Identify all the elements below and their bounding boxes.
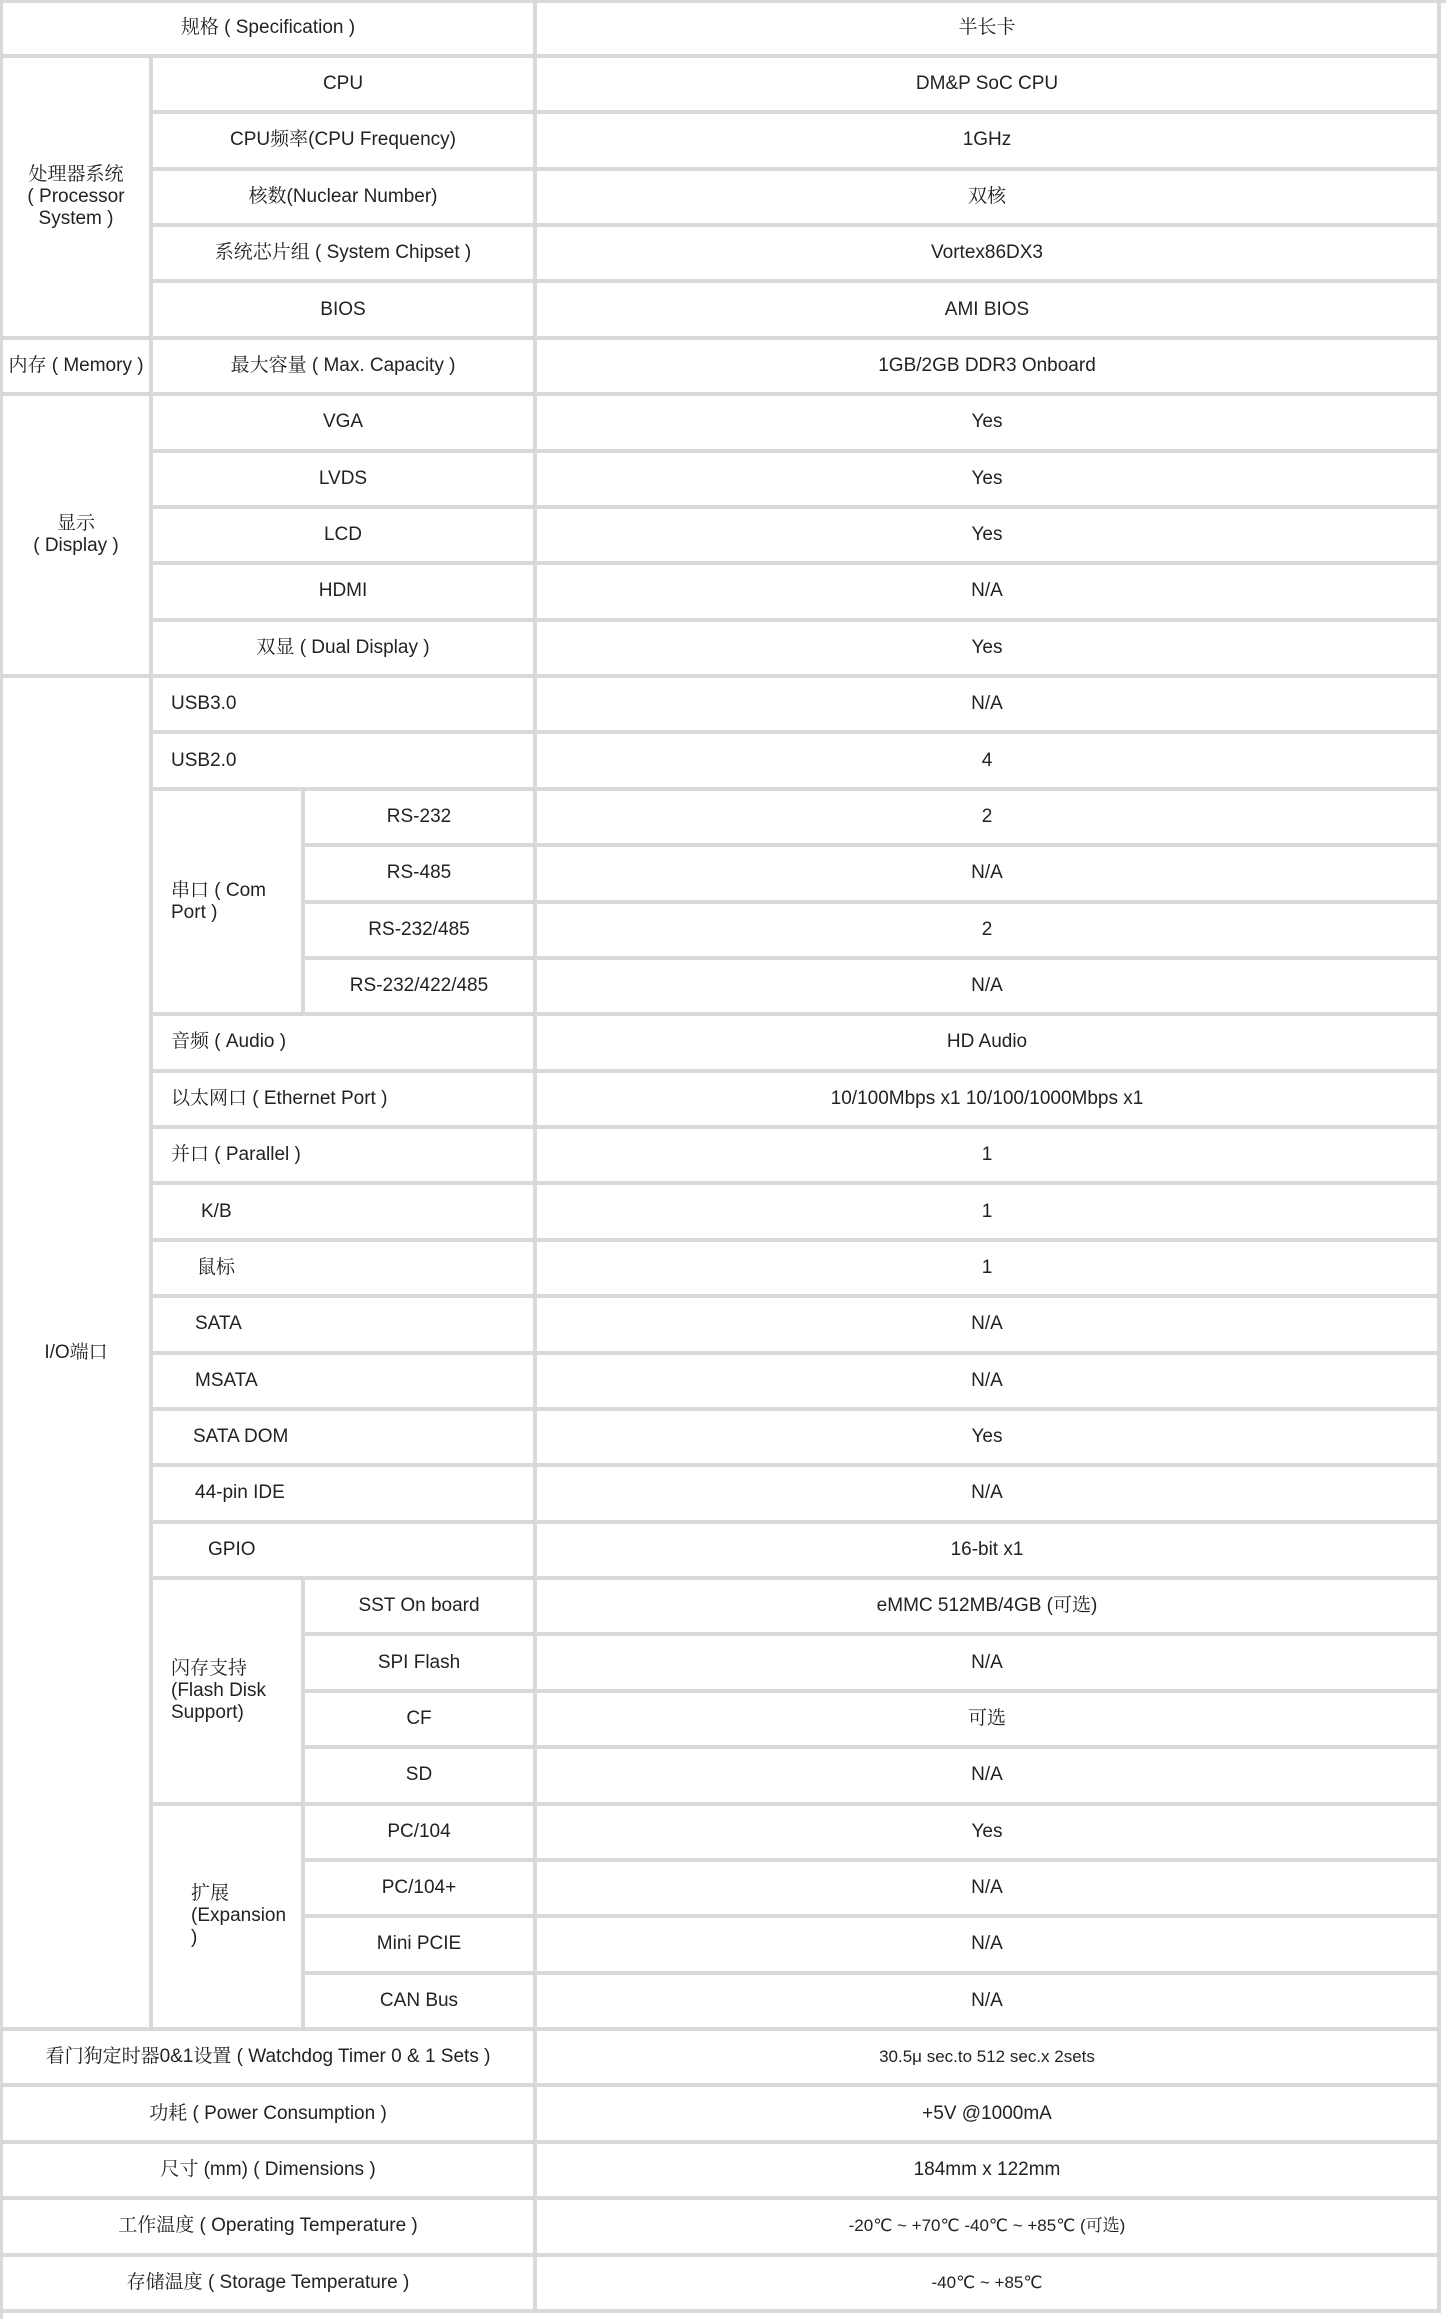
ethernet-value: 10/100Mbps x1 10/100/1000Mbps x1 <box>537 1073 1441 1129</box>
mini-pcie-value: N/A <box>537 1918 1441 1974</box>
expansion-group-cn: 扩展 <box>191 1883 230 1905</box>
sata-dom-value: Yes <box>537 1411 1441 1467</box>
lcd-value: Yes <box>537 509 1441 565</box>
storage-temp-label: 存储温度 ( Storage Temperature ) <box>3 2257 537 2313</box>
table-row <box>3 283 1441 339</box>
table-row <box>3 565 1441 621</box>
table-row <box>3 171 1441 227</box>
io-group-label: I/O端口 <box>3 678 153 2031</box>
sd-label: SD <box>305 1749 537 1805</box>
max-capacity-value: 1GB/2GB DDR3 Onboard <box>537 340 1441 396</box>
storage-temp-value: -40℃ ~ +85℃ <box>537 2257 1441 2313</box>
rs485-value: N/A <box>537 847 1441 903</box>
core-count-label: 核数(Nuclear Number) <box>153 171 537 227</box>
table-row <box>3 1242 1441 1298</box>
core-count-value: 双核 <box>537 171 1441 227</box>
watchdog-label: 看门狗定时器0&1设置 ( Watchdog Timer 0 & 1 Sets ) <box>3 2031 537 2087</box>
cf-label: CF <box>305 1693 537 1749</box>
watchdog-value: 30.5μ sec.to 512 sec.x 2sets <box>537 2031 1441 2087</box>
spec-value: 半长卡 <box>537 3 1441 58</box>
processor-group-en2: System ) <box>38 207 114 229</box>
flash-group-label <box>153 1580 305 1806</box>
table-row <box>3 114 1441 170</box>
cpu-value: DM&P SoC CPU <box>537 58 1441 114</box>
mouse-value: 1 <box>537 1242 1441 1298</box>
flash-group-en: (Flash Disk Support) <box>171 1679 267 1723</box>
table-row <box>3 2087 1441 2143</box>
kb-label: K/B <box>153 1185 537 1241</box>
table-row <box>3 1355 1441 1411</box>
table-row <box>3 2144 1441 2200</box>
table-row <box>3 1129 1441 1185</box>
rs232-value: 2 <box>537 791 1441 847</box>
vga-label: VGA <box>153 396 537 452</box>
table-row <box>3 453 1441 509</box>
rs232-485-label: RS-232/485 <box>305 904 537 960</box>
audio-value: HD Audio <box>537 1016 1441 1072</box>
rs232-485-value: 2 <box>537 904 1441 960</box>
usb20-value: 4 <box>537 734 1441 790</box>
vga-value: Yes <box>537 396 1441 452</box>
display-group-label <box>3 396 153 678</box>
processor-group-label <box>3 58 153 340</box>
hdmi-value: N/A <box>537 565 1441 621</box>
mini-pcie-label: Mini PCIE <box>305 1918 537 1974</box>
can-bus-value: N/A <box>537 1975 1441 2031</box>
expansion-group-label <box>153 1806 305 2032</box>
table-row <box>3 2031 1441 2087</box>
kb-value: 1 <box>537 1185 1441 1241</box>
rs232-422-485-value: N/A <box>537 960 1441 1016</box>
spi-flash-label: SPI Flash <box>305 1636 537 1692</box>
table-row <box>3 340 1441 396</box>
ide-label: 44-pin IDE <box>153 1467 537 1523</box>
chipset-label: 系统芯片组 ( System Chipset ) <box>153 227 537 283</box>
rs232-422-485-label: RS-232/422/485 <box>305 960 537 1016</box>
dimensions-value: 184mm x 122mm <box>537 2144 1441 2200</box>
lvds-value: Yes <box>537 453 1441 509</box>
display-group-cn: 显示 <box>56 513 95 535</box>
sst-onboard-label: SST On board <box>305 1580 537 1636</box>
parallel-value: 1 <box>537 1129 1441 1185</box>
flash-group-cn: 闪存支持 <box>171 1657 248 1679</box>
table-row <box>3 1298 1441 1354</box>
table-row <box>3 1073 1441 1129</box>
table-row <box>3 509 1441 565</box>
table-row <box>3 734 1441 790</box>
ethernet-label: 以太网口 ( Ethernet Port ) <box>153 1073 537 1129</box>
bios-label: BIOS <box>153 283 537 339</box>
spec-table <box>3 3 1441 2313</box>
operating-temp-value: -20℃ ~ +70℃ -40℃ ~ +85℃ (可选) <box>537 2200 1441 2256</box>
dimensions-label: 尺寸 (mm) ( Dimensions ) <box>3 2144 537 2200</box>
spi-flash-value: N/A <box>537 1636 1441 1692</box>
hdmi-label: HDMI <box>153 565 537 621</box>
ide-value: N/A <box>537 1467 1441 1523</box>
rs232-label: RS-232 <box>305 791 537 847</box>
table-row <box>3 1411 1441 1467</box>
power-label: 功耗 ( Power Consumption ) <box>3 2087 537 2143</box>
memory-group-label: 内存 ( Memory ) <box>3 340 153 396</box>
mouse-label: 鼠标 <box>153 1242 537 1298</box>
pc104-value: Yes <box>537 1806 1441 1862</box>
table-row <box>3 2200 1441 2256</box>
usb30-label: USB3.0 <box>153 678 537 734</box>
cpu-label: CPU <box>153 58 537 114</box>
audio-label: 音频 ( Audio ) <box>153 1016 537 1072</box>
spec-label: 规格 ( Specification ) <box>3 3 537 58</box>
msata-value: N/A <box>537 1355 1441 1411</box>
processor-group-en: ( Processor <box>27 185 125 207</box>
rs485-label: RS-485 <box>305 847 537 903</box>
table-row <box>3 1524 1441 1580</box>
can-bus-label: CAN Bus <box>305 1975 537 2031</box>
table-row <box>3 791 1441 847</box>
msata-label: MSATA <box>153 1355 537 1411</box>
cpu-frequency-value: 1GHz <box>537 114 1441 170</box>
pc104-label: PC/104 <box>305 1806 537 1862</box>
table-row <box>3 1467 1441 1523</box>
table-row <box>3 58 1441 114</box>
sd-value: N/A <box>537 1749 1441 1805</box>
bios-value: AMI BIOS <box>537 283 1441 339</box>
lcd-label: LCD <box>153 509 537 565</box>
expansion-group-en: (Expansion ) <box>191 1905 287 1949</box>
usb20-label: USB2.0 <box>153 734 537 790</box>
usb30-value: N/A <box>537 678 1441 734</box>
chipset-value: Vortex86DX3 <box>537 227 1441 283</box>
power-value: +5V @1000mA <box>537 2087 1441 2143</box>
table-row <box>3 396 1441 452</box>
lvds-label: LVDS <box>153 453 537 509</box>
table-row <box>3 1016 1441 1072</box>
pc104-plus-label: PC/104+ <box>305 1862 537 1918</box>
pc104-plus-value: N/A <box>537 1862 1441 1918</box>
table-row <box>3 3 1441 58</box>
com-port-group-label: 串口 ( Com Port ) <box>153 791 305 1017</box>
sata-value: N/A <box>537 1298 1441 1354</box>
sst-onboard-value: eMMC 512MB/4GB (可选) <box>537 1580 1441 1636</box>
table-row <box>3 2257 1441 2313</box>
sata-dom-label: SATA DOM <box>153 1411 537 1467</box>
table-row <box>3 1806 1441 1862</box>
table-row <box>3 1580 1441 1636</box>
operating-temp-label: 工作温度 ( Operating Temperature ) <box>3 2200 537 2256</box>
max-capacity-label: 最大容量 ( Max. Capacity ) <box>153 340 537 396</box>
display-group-en: ( Display ) <box>33 535 119 557</box>
cpu-frequency-label: CPU频率(CPU Frequency) <box>153 114 537 170</box>
table-row <box>3 227 1441 283</box>
dual-display-label: 双显 ( Dual Display ) <box>153 622 537 678</box>
processor-group-cn: 处理器系统 <box>28 163 124 185</box>
parallel-label: 并口 ( Parallel ) <box>153 1129 537 1185</box>
gpio-value: 16-bit x1 <box>537 1524 1441 1580</box>
gpio-label: GPIO <box>153 1524 537 1580</box>
table-row <box>3 622 1441 678</box>
table-row <box>3 1185 1441 1241</box>
table-row <box>3 678 1441 734</box>
sata-label: SATA <box>153 1298 537 1354</box>
cf-value: 可选 <box>537 1693 1441 1749</box>
dual-display-value: Yes <box>537 622 1441 678</box>
